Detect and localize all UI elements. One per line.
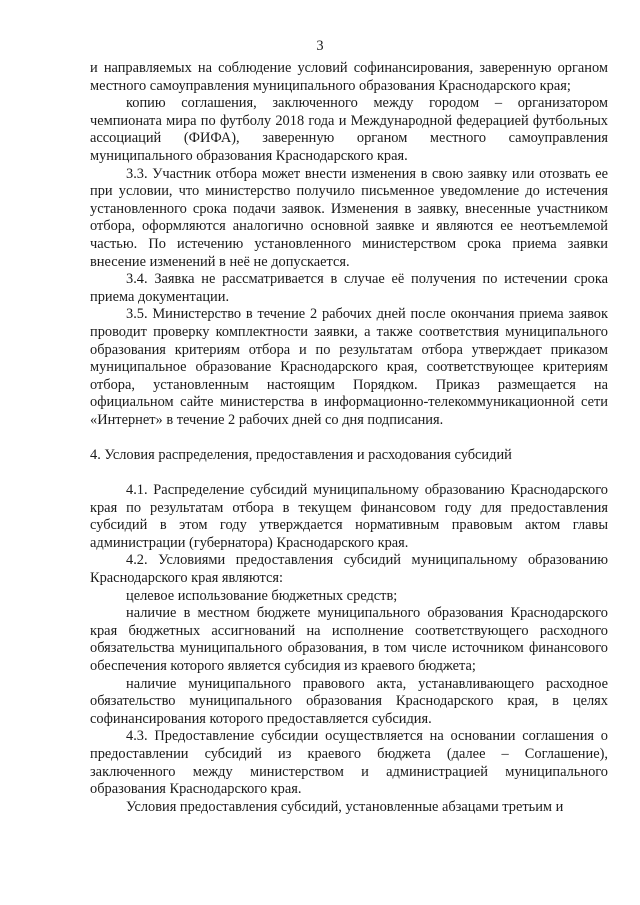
paragraph-3-4: 3.4. Заявка не рассматривается в случае её получения по истечении срока приема документации.	[90, 271, 608, 305]
paragraph-3-5: 3.5. Министерство в течение 2 рабочих дней после окончания приема заявок проводит проверку комплектности заявки, а также соответствия муниципального образования критериям отбора и по результатам отбора утверждает приказом муниципальное образование Краснодарского края, соответствующее критериям отбора, установленным настоящим Порядком. Приказ размещается на официальном сайте министерства в информационно-телекоммуникационной сети «Интернет» в течение 2 рабочих дней со дня подписания.	[90, 306, 608, 428]
paragraph-4-1: 4.1. Распределение субсидий муниципальному образованию Краснодарского края по результатам отбора в текущем финансовом году для предоставления субсидий в этом году утверждается нормативным правовым актом главы администрации (губернатора) Краснодарского края.	[90, 482, 608, 551]
paragraph-condition-target-use: целевое использование бюджетных средств;	[126, 587, 398, 604]
paragraph-4-3: 4.3. Предоставление субсидии осуществляется на основании соглашения о предоставлении субсидий из краевого бюджета (далее – Соглашение), заключенного между министерством и администрацией муниципального образования Краснодарского края.	[90, 728, 608, 798]
paragraph-continuation: и направляемых на соблюдение условий софинансирования, заверенную органом местного самоуправления муниципального образования Краснодарского края;	[90, 60, 608, 94]
paragraph-agreement-copy: копию соглашения, заключенного между городом – организатором чемпионата мира по футболу 2018 года и Международной федерацией футбольных ассоциаций (ФИФА), заверенную органом местного самоуправления муниципального образования Краснодарского края.	[90, 95, 608, 164]
paragraph-conditions-continued: Условия предоставления субсидий, установленные абзацами третьим и	[126, 798, 564, 815]
document-body	[90, 60, 608, 816]
paragraph-condition-budget: наличие в местном бюджете муниципального образования Краснодарского края бюджетных ассигнований на исполнение соответствующего расходного обязательства муниципального образования, в том числе источником финансового обеспечения которого является субсидия из краевого бюджета;	[90, 605, 608, 674]
section-heading: 4. Условия распределения, предоставления и расходования субсидий	[90, 447, 512, 464]
paragraph-condition-legal-act: наличие муниципального правового акта, устанавливающего расходное обязательство муниципального образования Краснодарского края, в целях софинансирования которого предоставляется субсидия.	[90, 675, 608, 727]
page-number: 3	[316, 38, 324, 54]
paragraph-3-3: 3.3. Участник отбора может внести изменения в свою заявку или отозвать ее при условии, что министерство получило письменное уведомление до истечения установленного срока подачи заявок. Изменения в заявку, внесенные участником отбора, оформляются аналогично основной заявке и являются ее неотъемлемой частью. По истечению установленного министерством срока приема заявки внесение изменений в неё не допускается.	[90, 165, 608, 270]
paragraph-4-2: 4.2. Условиями предоставления субсидий муниципальному образованию Краснодарского края являются:	[90, 552, 608, 587]
